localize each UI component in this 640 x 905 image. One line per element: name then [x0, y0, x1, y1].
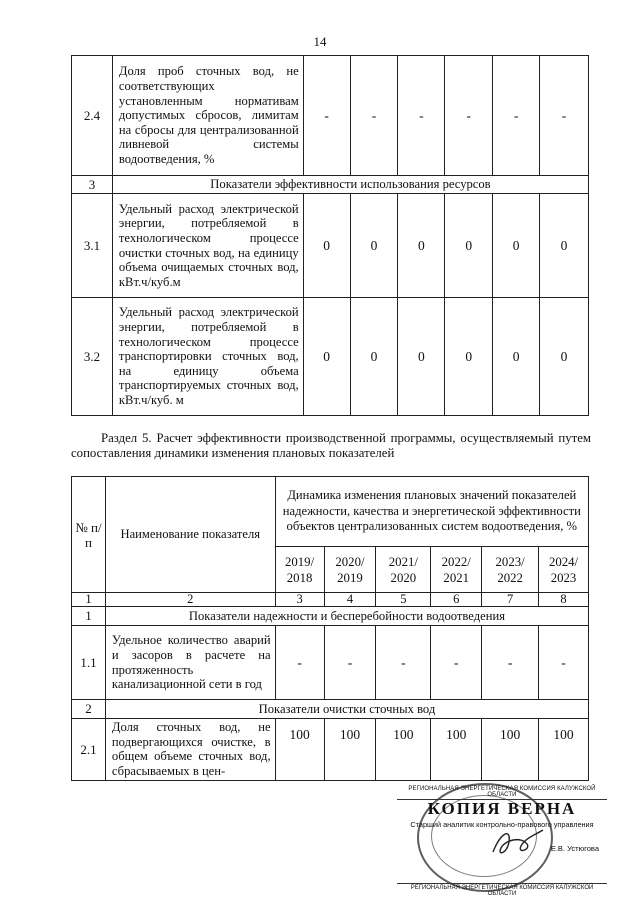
index-row	[72, 593, 589, 607]
value-cell: -	[431, 626, 482, 700]
dynamics-table	[71, 476, 589, 781]
value-cell: 0	[303, 298, 350, 416]
stamp-bottom-line: РЕГИОНАЛЬНАЯ ЭНЕРГЕТИЧЕСКАЯ КОМИССИЯ КАЛУЖСКОЙ ОБЛАСТИ	[397, 883, 607, 897]
value-cell: -	[324, 626, 376, 700]
row-number: 2.1	[72, 719, 106, 781]
stamp-top-line: РЕГИОНАЛЬНАЯ ЭНЕРГЕТИЧЕСКАЯ КОМИССИЯ КАЛУЖСКОЙ ОБЛАСТИ	[397, 786, 607, 800]
row-number: 3.1	[72, 194, 113, 298]
row-number: 3.2	[72, 298, 113, 416]
value-cell: -	[482, 626, 539, 700]
column-index: 4	[324, 593, 376, 607]
section-title: Показатели надежности и бесперебойности водоотведения	[105, 607, 588, 626]
header-row	[72, 477, 589, 547]
header-dynamics: Динамика изменения плановых значений показателей надежности, качества и энергетической эффективности объектов централизованных систем водоотведения, %	[275, 477, 588, 547]
indicator-name: Доля сточных вод, не подвергающихся очистке, в общем объеме сточных вод, сбрасываемых в цен-	[105, 719, 275, 781]
year-header: 2023/ 2022	[482, 547, 539, 593]
table-row	[72, 626, 589, 700]
year-header: 2020/ 2019	[324, 547, 376, 593]
value-cell: 0	[493, 194, 540, 298]
stamp-position: Старший аналитик контрольно-правового управления	[410, 820, 594, 829]
value-cell: 0	[445, 298, 493, 416]
section-row	[72, 700, 589, 719]
value-cell: 0	[445, 194, 493, 298]
value-cell: -	[539, 626, 589, 700]
value-cell: -	[275, 626, 324, 700]
certification-stamp	[397, 780, 607, 898]
column-index: 6	[431, 593, 482, 607]
value-cell: -	[398, 56, 445, 176]
value-cell: 100	[324, 719, 376, 781]
stamp-title: КОПИЯ ВЕРНА	[427, 799, 577, 818]
page-number: 14	[313, 34, 327, 49]
section-title: Показатели очистки сточных вод	[105, 700, 588, 719]
value-cell: 0	[350, 298, 398, 416]
value-cell: -	[376, 626, 431, 700]
column-index: 5	[376, 593, 431, 607]
value-cell: 100	[431, 719, 482, 781]
value-cell: 0	[540, 194, 589, 298]
value-cell: 100	[482, 719, 539, 781]
section-caption: Раздел 5. Расчет эффективности производственной программы, осуществляемый путем сопоставления динамики изменения плановых показателей	[71, 431, 591, 460]
value-cell: 100	[275, 719, 324, 781]
year-header: 2022/ 2021	[431, 547, 482, 593]
section-row	[72, 607, 589, 626]
year-header: 2019/ 2018	[275, 547, 324, 593]
value-cell: 100	[376, 719, 431, 781]
section-number: 3	[72, 176, 113, 194]
table-row	[72, 298, 589, 416]
header-number: № п/п	[72, 477, 106, 593]
section-number: 1	[72, 607, 106, 626]
value-cell: 0	[398, 194, 445, 298]
column-index: 7	[482, 593, 539, 607]
column-index: 3	[275, 593, 324, 607]
table-row	[72, 56, 589, 176]
value-cell: 0	[493, 298, 540, 416]
row-number: 2.4	[72, 56, 113, 176]
value-cell: 100	[539, 719, 589, 781]
table-row	[72, 194, 589, 298]
value-cell: 0	[540, 298, 589, 416]
signature-icon	[487, 824, 547, 860]
column-index: 1	[72, 593, 106, 607]
row-number: 1.1	[72, 626, 106, 700]
section-title: Показатели эффективности использования ресурсов	[112, 176, 588, 194]
value-cell: 0	[303, 194, 350, 298]
value-cell: -	[350, 56, 398, 176]
section-row	[72, 176, 589, 194]
year-header: 2021/ 2020	[376, 547, 431, 593]
value-cell: -	[445, 56, 493, 176]
column-index: 2	[105, 593, 275, 607]
value-cell: 0	[350, 194, 398, 298]
indicator-name: Удельное количество аварий и засоров в расчете на протяженность канализационной сети в год	[105, 626, 275, 700]
table-row	[72, 719, 589, 781]
header-name: Наименование показателя	[105, 477, 275, 593]
indicator-name: Доля проб сточных вод, не соответствующих установленным нормативам допустимых сбросов, лимитам на сбросы для централизованной ливневой системы водоотведения, %	[112, 56, 303, 176]
table-continuation	[71, 55, 589, 416]
value-cell: -	[540, 56, 589, 176]
indicator-name: Удельный расход электрической энергии, потребляемой в технологическом процессе транспортировки сточных вод, на единицу объема транспортируемых сточных вод, кВт.ч/куб. м	[112, 298, 303, 416]
indicator-name: Удельный расход электрической энергии, потребляемой в технологическом процессе очистки сточных вод, на единицу объема очищаемых сточных вод, кВт.ч/куб.м	[112, 194, 303, 298]
year-header: 2024/ 2023	[539, 547, 589, 593]
value-cell: -	[303, 56, 350, 176]
value-cell: -	[493, 56, 540, 176]
column-index: 8	[539, 593, 589, 607]
value-cell: 0	[398, 298, 445, 416]
section-number: 2	[72, 700, 106, 719]
stamp-signer-name: Е.В. Устюгова	[550, 844, 599, 853]
